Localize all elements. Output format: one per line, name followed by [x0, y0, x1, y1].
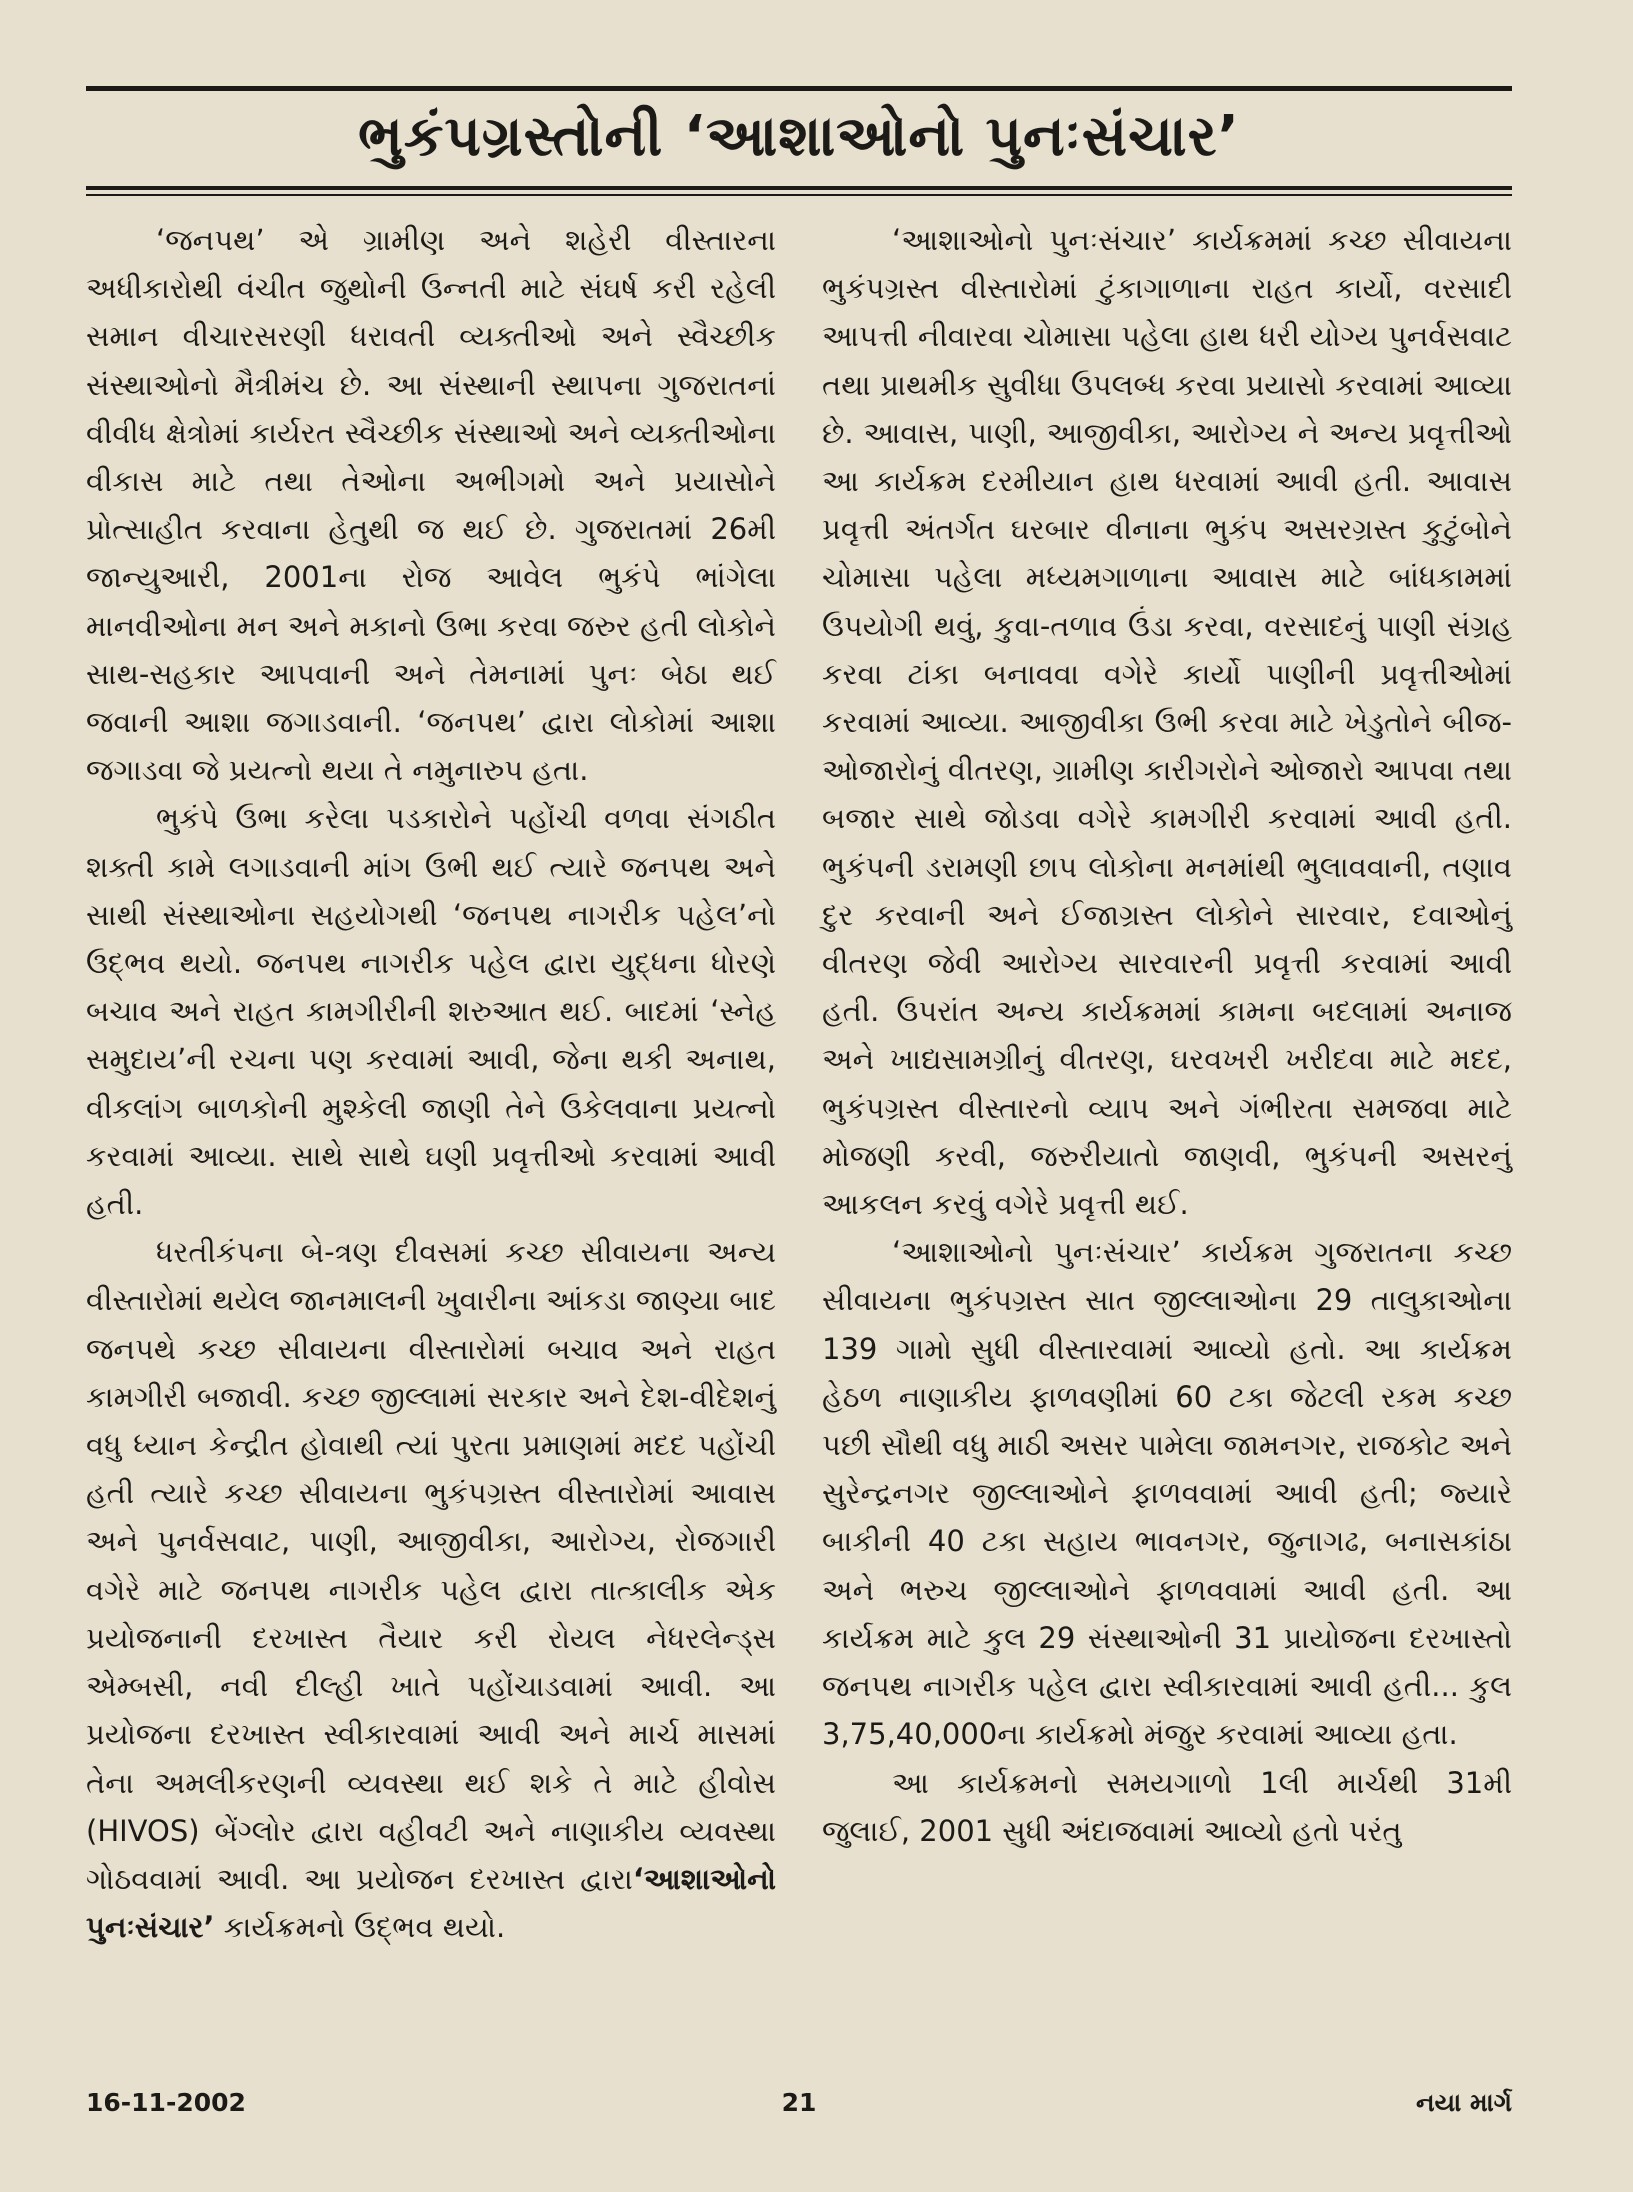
right-column: [822, 216, 1512, 2066]
left-paragraph-1: ‘જનપથ’ એ ગ્રામીણ અને શહેરી વીસ્તારના અધીકારોથી વંચીત જુથોની ઉન્નતી માટે સંઘર્ષ કરી રહેલી સમાન વીચારસરણી ધરાવતી વ્યક્તીઓ અને સ્વૈચ્છીક સંસ્થાઓનો મૈત્રીમંચ છે. આ સંસ્થાની સ્થાપના ગુજરાતનાં વીવીધ ક્ષેત્રોમાં કાર્યરત સ્વૈચ્છીક સંસ્થાઓ અને વ્યક્તીઓના વીકાસ માટે તથા તેઓના અભીગમો અને પ્રયાસોને પ્રોત્સાહીત કરવાના હેતુથી જ થઈ છે. ગુજરાતમાં 26મી જાન્યુઆરી, 2001ના રોજ આવેલ ભુકંપે ભાંગેલા માનવીઓના મન અને મકાનો ઉભા કરવા જરુર હતી લોકોને સાથ-સહકાર આપવાની અને તેમનામાં પુનઃ બેઠા થઈ જવાની આશા જગાડવાની. ‘જનપથ’ દ્વારા લોકોમાં આશા જગાડવા જે પ્રયત્નો થયા તે નમુનારુપ હતા.: [86, 223, 776, 788]
footer-date: 16-11-2002: [86, 2088, 246, 2117]
left-paragraph-3-text: ધરતીકંપના બે-ત્રણ દીવસમાં કચ્છ સીવાયના અન્ય વીસ્તારોમાં થયેલ જાનમાલની ખુવારીના આંકડા જાણ્યા બાદ જનપથે કચ્છ સીવાયના વીસ્તારોમાં બચાવ અને રાહત કામગીરી બજાવી. કચ્છ જીલ્લામાં સરકાર અને દેશ-વીદેશનું વધુ ધ્યાન કેન્દ્રીત હોવાથી ત્યાં પુરતા પ્રમાણમાં મદદ પહોંચી હતી ત્યારે કચ્છ સીવાયના ભુકંપગ્રસ્ત વીસ્તારોમાં આવાસ અને પુનર્વસવાટ, પાણી, આજીવીકા, આરોગ્ય, રોજગારી વગેરે માટે જનપથ નાગરીક પહેલ દ્વારા તાત્કાલીક એક પ્રયોજનાની દરખાસ્ત તૈયાર કરી રોયલ નેધરલેન્ડ્સ એમ્બસી, નવી દીલ્હી ખાતે પહોંચાડવામાં આવી. આ પ્રયોજના દરખાસ્ત સ્વીકારવામાં આવી અને માર્ચ માસમાં તેના અમલીકરણની વ્યવસ્થા થઈ શકે તે માટે હીવોસ (HIVOS) બેંગ્લોર દ્વારા વહીવટી અને નાણાકીય વ્યવસ્થા ગોઠવવામાં આવી. આ પ્રયોજન દરખાસ્ત દ્વારા: [86, 1235, 776, 1896]
right-paragraph-3: આ કાર્યક્રમનો સમયગાળો 1લી માર્ચથી 31મી જુલાઈ, 2001 સુધી અંદાજવામાં આવ્યો હતો પરંતુ: [822, 1765, 1512, 1848]
left-column: [86, 216, 776, 2066]
footer-page-number: 21: [781, 2088, 817, 2117]
left-paragraph-2: ભુકંપે ઉભા કરેલા પડકારોને પહોંચી વળવા સંગઠીત શક્તી કામે લગાડવાની માંગ ઉભી થઈ ત્યારે જનપથ અને સાથી સંસ્થાઓના સહયોગથી ‘જનપથ નાગરીક પહેલ’નો ઉદ્‌ભવ થયો. જનપથ નાગરીક પહેલ દ્વારા યુદ્ધના ધોરણે બચાવ અને રાહત કામગીરીની શરુઆત થઈ. બાદમાં ‘સ્નેહ સમુદાય’ની રચના પણ કરવામાં આવી, જેના થકી અનાથ, વીકલાંગ બાળકોની મુશ્કેલી જાણી તેને ઉકેલવાના પ્રયત્નો કરવામાં આવ્યા. સાથે સાથે ઘણી પ્રવૃત્તીઓ કરવામાં આવી હતી.: [86, 801, 776, 1222]
right-paragraph-2: ‘આશાઓનો પુનઃસંચાર’ કાર્યક્રમ ગુજરાતના કચ્છ સીવાયના ભુકંપગ્રસ્ત સાત જીલ્લાઓના 29 તાલુકાઓના 139 ગામો સુધી વીસ્તારવામાં આવ્યો હતો. આ કાર્યક્રમ હેઠળ નાણાકીય ફાળવણીમાં 60 ટકા જેટલી રકમ કચ્છ પછી સૌથી વધુ માઠી અસર પામેલા જામનગર, રાજકોટ અને સુરેન્દ્રનગર જીલ્લાઓને ફાળવવામાં આવી હતી; જ્યારે બાકીની 40 ટકા સહાય ભાવનગર, જુનાગઢ, બનાસકાંઠા અને ભરુચ જીલ્લાઓને ફાળવવામાં આવી હતી. આ કાર્યક્રમ માટે કુલ 29 સંસ્થાઓની 31 પ્રાયોજના દરખાસ્તો જનપથ નાગરીક પહેલ દ્વારા સ્વીકારવામાં આવી હતી... કુલ 3,75,40,000ના કાર્યક્રમો મંજુર કરવામાં આવ્યા હતા.: [822, 1235, 1512, 1752]
programme-name-bold: ‘આશાઓનો પુનઃસંચાર’: [86, 1861, 776, 1945]
left-paragraph-3: [86, 1228, 776, 1951]
left-paragraph-3-tail: કાર્યક્રમનો ઉદ્‌ભવ થયો.: [214, 1910, 506, 1945]
top-rule: [86, 86, 1512, 91]
title-underline-thin: [86, 194, 1512, 196]
right-paragraph-1: ‘આશાઓનો પુનઃસંચાર’ કાર્યક્રમમાં કચ્છ સીવાયના ભુકંપગ્રસ્ત વીસ્તારોમાં ટુંકાગાળાના રાહત કાર્યો, વરસાદી આપત્તી નીવારવા ચોમાસા પહેલા હાથ ધરી યોગ્ય પુનર્વસવાટ તથા પ્રાથમીક સુવીધા ઉપલબ્ધ કરવા પ્રયાસો કરવામાં આવ્યા છે. આવાસ, પાણી, આજીવીકા, આરોગ્ય ને અન્ય પ્રવૃત્તીઓ આ કાર્યક્રમ દરમીયાન હાથ ધરવામાં આવી હતી. આવાસ પ્રવૃત્તી અંતર્ગત ઘરબાર વીનાના ભુકંપ અસરગ્રસ્ત કુટુંબોને ચોમાસા પહેલા મધ્યમગાળાના આવાસ માટે બાંધકામમાં ઉપયોગી થવું, કુવા-તળાવ ઉંડા કરવા, વરસાદનું પાણી સંગ્રહ કરવા ટાંકા બનાવવા વગેરે કાર્યો પાણીની પ્રવૃત્તીઓમાં કરવામાં આવ્યા. આજીવીકા ઉભી કરવા માટે ખેડુતોને બીજ-ઓજારોનું વીતરણ, ગ્રામીણ કારીગરોને ઓજારો આપવા તથા બજાર સાથે જોડવા વગેરે કામગીરી કરવામાં આવી હતી. ભુકંપની ડરામણી છાપ લોકોના મનમાંથી ભુલાવવાની, તણાવ દુર કરવાની અને ઈજાગ્રસ્ત લોકોને સારવાર, દવાઓનું વીતરણ જેવી આરોગ્ય સારવારની પ્રવૃત્તી કરવામાં આવી હતી. ઉપરાંત અન્ય કાર્યક્રમમાં કામના બદલામાં અનાજ અને ખાદ્યસામગ્રીનું વીતરણ, ઘરવખરી ખરીદવા માટે મદદ, ભુકંપગ્રસ્ત વીસ્તારનો વ્યાપ અને ગંભીરતા સમજવા માટે મોજણી કરવી, જરુરીયાતો જાણવી, ભુકંપની અસરનું આકલન કરવું વગેરે પ્રવૃત્તી થઈ.: [822, 223, 1512, 1222]
article-title: ભુકંપગ્રસ્તોની ‘આશાઓનો પુનઃસંચાર’: [358, 104, 1240, 169]
page-footer: [86, 2088, 1512, 2128]
title-underline-thick: [86, 186, 1512, 190]
footer-magazine-name: નયા માર્ગ: [1416, 2088, 1512, 2117]
